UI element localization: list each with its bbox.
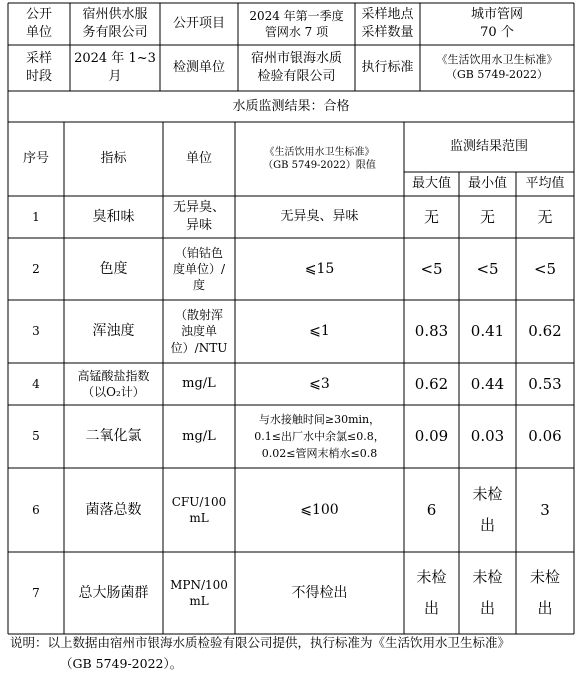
disclosure-item-value: 2024 年第一季度 管网水 7 项 <box>249 8 344 39</box>
sampling-site-label: 采样地点 采样数量 <box>361 7 414 40</box>
row-1-unit: 无异臭、 异味 <box>172 200 225 233</box>
standard-label: 执行标准 <box>361 60 414 76</box>
row-3-min: 0.41 <box>470 322 505 341</box>
header-indicator: 指标 <box>100 151 127 167</box>
row-6-limit: ⩽100 <box>300 501 339 518</box>
row-7-avg: 未检 出 <box>529 567 560 617</box>
row-4-max: 0.62 <box>414 374 449 393</box>
row-7-unit: MPN/100 mL <box>170 577 228 608</box>
row-2-min: <5 <box>476 259 499 278</box>
sampling-period-value: 2024 年 1~3 月 <box>74 51 156 84</box>
row-1-avg: 无 <box>537 207 553 226</box>
header-avg: 平均值 <box>525 176 565 192</box>
row-7-indicator: 总大肠菌群 <box>78 584 149 601</box>
row-4-avg: 0.53 <box>528 374 562 393</box>
disclosure-unit-value: 宿州供水服 务有限公司 <box>82 7 148 40</box>
row-3-seq: 3 <box>32 324 40 339</box>
sampling-site-value: 城市管网 70 个 <box>470 7 523 40</box>
disclosure-unit-label: 公开 单位 <box>25 7 52 40</box>
testing-lab-value: 宿州市银海水质 检验有限公司 <box>250 51 342 84</box>
header-unit: 单位 <box>185 151 212 167</box>
row-5-avg: 0.06 <box>528 427 562 446</box>
row-2-avg: <5 <box>533 259 557 278</box>
row-5-indicator: 二氧化氯 <box>85 428 142 445</box>
row-5-max: 0.09 <box>414 427 449 446</box>
footnote-line-1: 说明：以上数据由宿州市银海水质检验有限公司提供，执行标准为《生活饮用水卫生标准》 <box>10 635 511 650</box>
header-seq: 序号 <box>22 151 49 167</box>
row-2-indicator: 色度 <box>99 260 128 277</box>
row-1-seq: 1 <box>32 209 40 224</box>
row-4-indicator: 高锰酸盐指数 （以O₂计） <box>77 368 150 399</box>
row-5-unit: mg/L <box>182 428 216 444</box>
testing-lab-label: 检测单位 <box>172 60 225 76</box>
standard-value: 《生活饮用水卫生标准》 （GB 5749-2022） <box>436 53 558 81</box>
row-3-avg: 0.62 <box>528 322 562 341</box>
row-6-indicator: 菌落总数 <box>85 501 142 518</box>
header-range: 监测结果范围 <box>449 139 528 155</box>
row-3-max: 0.83 <box>414 322 449 341</box>
header-min: 最小值 <box>467 176 507 192</box>
disclosure-item-label: 公开项目 <box>172 16 225 32</box>
row-3-indicator: 浑浊度 <box>92 323 135 340</box>
row-7-limit: 不得检出 <box>291 584 348 601</box>
header-max: 最大值 <box>411 176 451 192</box>
sampling-period-label: 采样 时段 <box>25 51 52 84</box>
row-3-unit: （散射浑 浊度单 位）/NTU <box>170 308 228 355</box>
row-4-min: 0.44 <box>470 374 505 393</box>
row-6-avg: 3 <box>540 500 550 519</box>
row-2-seq: 2 <box>32 261 40 276</box>
row-4-unit: mg/L <box>182 376 216 392</box>
row-5-limit: 与水接触时间≥30min， 0.1≤出厂水中余氯≤0.8， 0.02≤管网末梢水≤0.8 <box>254 412 385 461</box>
row-2-limit: ⩽15 <box>304 260 335 277</box>
row-1-max: 无 <box>423 207 439 226</box>
footnote <box>10 633 575 674</box>
row-4-limit: ⩽3 <box>309 375 330 392</box>
row-6-max: 6 <box>426 500 437 519</box>
row-7-min: 未检 出 <box>472 567 503 617</box>
row-1-indicator: 臭和味 <box>92 208 135 225</box>
row-3-limit: ⩽1 <box>309 323 330 340</box>
row-2-unit: （铂钴色 度单位）/ 度 <box>172 245 226 293</box>
row-6-unit: CFU/100 mL <box>171 494 227 525</box>
row-1-limit: 无异臭、异味 <box>280 209 359 225</box>
row-5-seq: 5 <box>32 429 40 444</box>
row-4-seq: 4 <box>32 376 40 391</box>
result-banner: 水质监测结果：合格 <box>232 98 350 114</box>
row-1-min: 无 <box>479 207 495 226</box>
header-limit: 《生活饮用水卫生标准》 （GB 5749-2022）限值 <box>263 146 376 171</box>
row-7-max: 未检 出 <box>416 567 447 617</box>
row-7-seq: 7 <box>32 585 40 600</box>
footnote-line-2: （GB 5749-2022）。 <box>60 655 183 671</box>
row-6-seq: 6 <box>32 502 40 517</box>
row-6-min: 未检 出 <box>472 484 503 534</box>
row-5-min: 0.03 <box>470 427 505 446</box>
row-2-max: <5 <box>420 259 443 278</box>
